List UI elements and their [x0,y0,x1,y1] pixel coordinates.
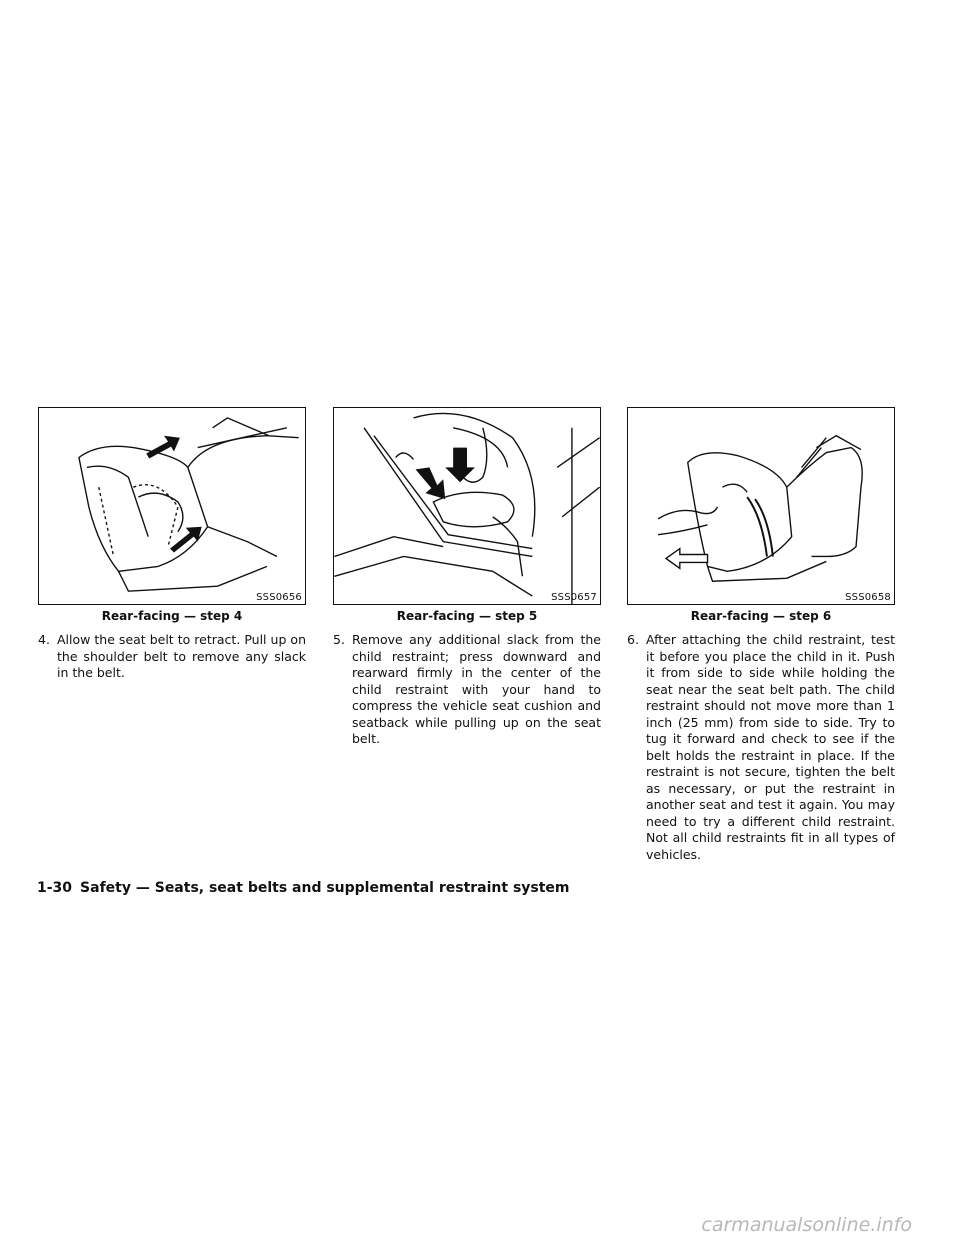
step-5 [333,632,601,748]
figure-rear-facing-step-4 [38,407,306,605]
figure-id: SSS0657 [551,592,597,603]
step-text: Remove any additional slack from the child restraint; press downward and rearward firmly in the center of the child restraint with your hand to compress the vehicle seat cushion and seatback while pulling up on the seat belt. [352,632,601,746]
step-text: Allow the seat belt to retract. Pull up on the shoulder belt to remove any slack in the belt. [57,632,306,680]
page-footer [37,880,570,896]
watermark[interactable]: carmanualsonline.info [701,1214,912,1236]
step-number: 5. [333,632,345,647]
section-title: Safety — Seats, seat belts and supplemental restraint system [80,880,570,896]
figure-caption: Rear-facing — step 5 [396,609,538,623]
figure-caption: Rear-facing — step 6 [690,609,832,623]
figure-id: SSS0656 [256,592,302,603]
figure-id: SSS0658 [845,592,891,603]
step-number: 6. [627,632,639,647]
illustration-child-seat-belt-retract [39,408,305,604]
figure-rear-facing-step-5 [333,407,601,605]
step-6 [627,632,895,863]
page-number: 1-30 [37,880,73,896]
illustration-press-child-restraint [334,408,600,604]
figure-rear-facing-step-6 [627,407,895,605]
step-number: 4. [38,632,50,647]
step-text: After attaching the child restraint, test it before you place the child in it. Push it from side to side while holding the seat near the seat belt path. The child restraint should not move more than 1 inch (25 mm) from side to side. Try to tug it forward and check to see if the belt holds the restraint in place. If the restraint is not secure, tighten the belt as necessary, or put the restraint in another seat and test it again. You may need to try a different child restraint. Not all child restraints fit in all types of vehicles. [646,632,895,862]
figure-caption: Rear-facing — step 4 [101,609,243,623]
illustration-test-child-restraint [628,408,894,604]
step-4 [38,632,306,682]
